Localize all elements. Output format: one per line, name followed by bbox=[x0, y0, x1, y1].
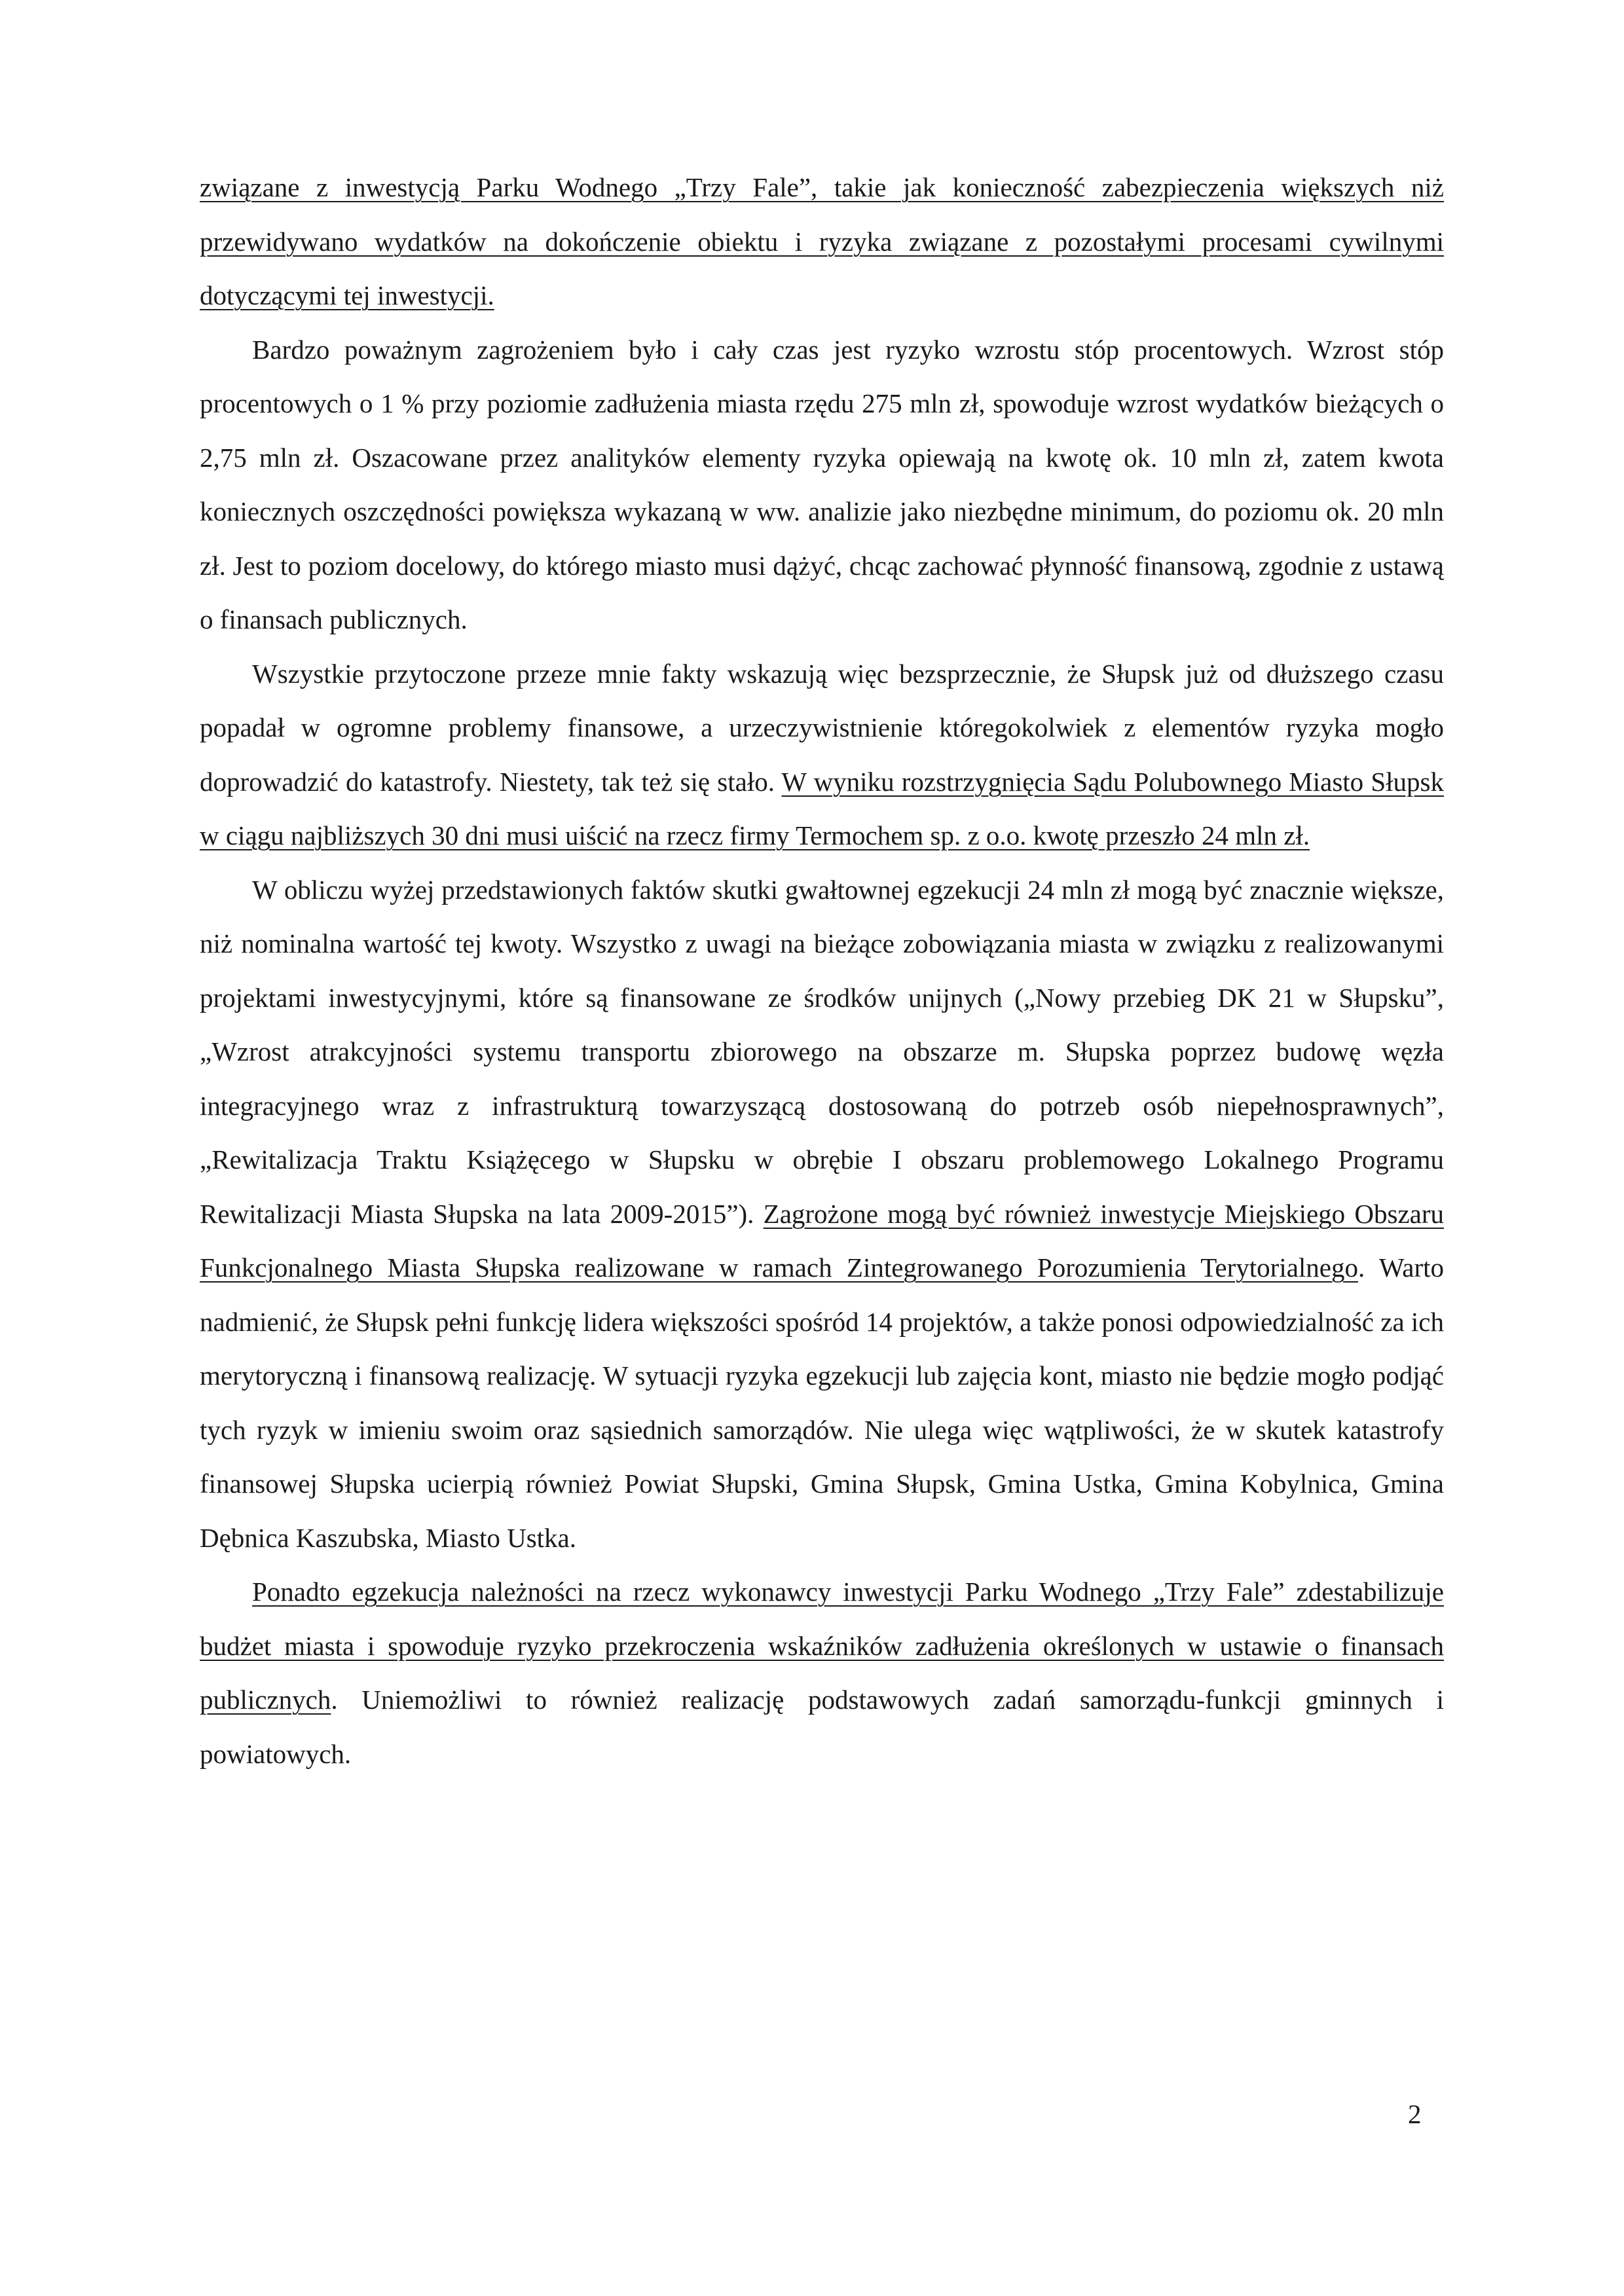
paragraph-text: . Uniemożliwi to również realizację podstawowych zadań samorządu-funkcji gminnych i powiatowych. bbox=[200, 1685, 1444, 1769]
paragraph-text: W obliczu wyżej przedstawionych faktów skutki gwałtownej egzekucji 24 mln zł mogą być znacznie większe, niż nominalna wartość tej kwoty. Wszystko z uwagi na bieżące zobowiązania miasta w związku z realizowanymi projektami inwestycyjnymi, które są finansowane ze środków unijnych („Nowy przebieg DK 21 w Słupsku”, „Wzrost atrakcyjności systemu transportu zbiorowego na obszarze m. Słupska poprzez budowę węzła integracyjnego wraz z infrastrukturą towarzyszącą dostosowaną do potrzeb osób niepełnosprawnych”, „Rewitalizacja Traktu Książęcego w Słupsku w obrębie I obszaru problemowego Lokalnego Programu Rewitalizacji Miasta Słupska na lata 2009-2015”). bbox=[200, 874, 1444, 1229]
underlined-text: Ponadto egzekucja należności na rzecz wykonawcy inwestycji Parku Wodnego „Trzy Fale” zdestabilizuje budżet miasta i spowoduje ryzyko przekroczenia wskaźników zadłużenia określonych w ustawie o finansach publicznych bbox=[200, 1576, 1444, 1715]
paragraph-budget-destabilization bbox=[200, 1565, 1444, 1781]
paragraph-continuation bbox=[200, 160, 1444, 323]
paragraph-text: Wszystkie przytoczone przeze mnie fakty wskazują więc bezsprzecznie, że Słupsk już od dłuższego czasu popadał w ogromne problemy finansowe, a urzeczywistnienie któregokolwiek z elementów ryzyka mogło doprowadzić do katastrofy. Niestety, tak też się stało. bbox=[200, 658, 1444, 797]
underlined-text: związane z inwestycją Parku Wodnego „Trzy Fale”, takie jak konieczność zabezpieczenia większych niż przewidywano wydatków na dokończenie obiektu i ryzyka związane z pozostałymi procesami cywilnymi dotyczącymi tej inwestycji. bbox=[200, 172, 1444, 310]
paragraph-text: . Warto nadmienić, że Słupsk pełni funkcję lidera większości spośród 14 projektów, a także ponosi odpowiedzialność za ich merytoryczną i finansową realizację. W sytuacji ryzyka egzekucji lub zajęcia kont, miasto nie będzie mogło podjąć tych ryzyk w imieniu swoim oraz sąsiednich samorządów. Nie ulega więc wątpliwości, że w skutek katastrofy finansowej Słupska ucierpią również Powiat Słupski, Gmina Słupsk, Gmina Ustka, Gmina Kobylnica, Gmina Dębnica Kaszubska, Miasto Ustka. bbox=[200, 1252, 1445, 1553]
underlined-text: W wyniku rozstrzygnięcia Sądu Polubownego Miasto Słupsk w ciągu najbliższych 30 dni musi uiścić na rzecz firmy Termochem sp. z o.o. kwotę przeszło 24 mln zł. bbox=[200, 766, 1445, 850]
page-number: 2 bbox=[1408, 2099, 1422, 2129]
paragraph-text: Bardzo poważnym zagrożeniem było i cały czas jest ryzyko wzrostu stóp procentowych. Wzrost stóp procentowych o 1 % przy poziomie zadłużenia miasta rzędu 275 mln zł, spowoduje wzrost wydatków bieżących o 2,75 mln zł. Oszacowane przez analityków elementy ryzyka opiewają na kwotę ok. 10 mln zł, zatem kwota koniecznych oszczędności powiększa wykazaną w ww. analizie jako niezbędne minimum, do poziomu ok. 20 mln zł. Jest to poziom docelowy, do którego miasto musi dążyć, chcąc zachować płynność finansową, zgodnie z ustawą o finansach publicznych. bbox=[200, 334, 1444, 634]
paragraph-financial-problems bbox=[200, 647, 1444, 863]
paragraph-interest-rate-risk bbox=[200, 323, 1444, 647]
underlined-text: Zagrożone mogą być również inwestycje Miejskiego Obszaru Funkcjonalnego Miasta Słupska realizowane w ramach Zintegrowanego Porozumienia Terytorialnego bbox=[200, 1198, 1444, 1283]
paragraph-execution-consequences bbox=[200, 863, 1444, 1565]
document-body bbox=[200, 160, 1444, 1781]
